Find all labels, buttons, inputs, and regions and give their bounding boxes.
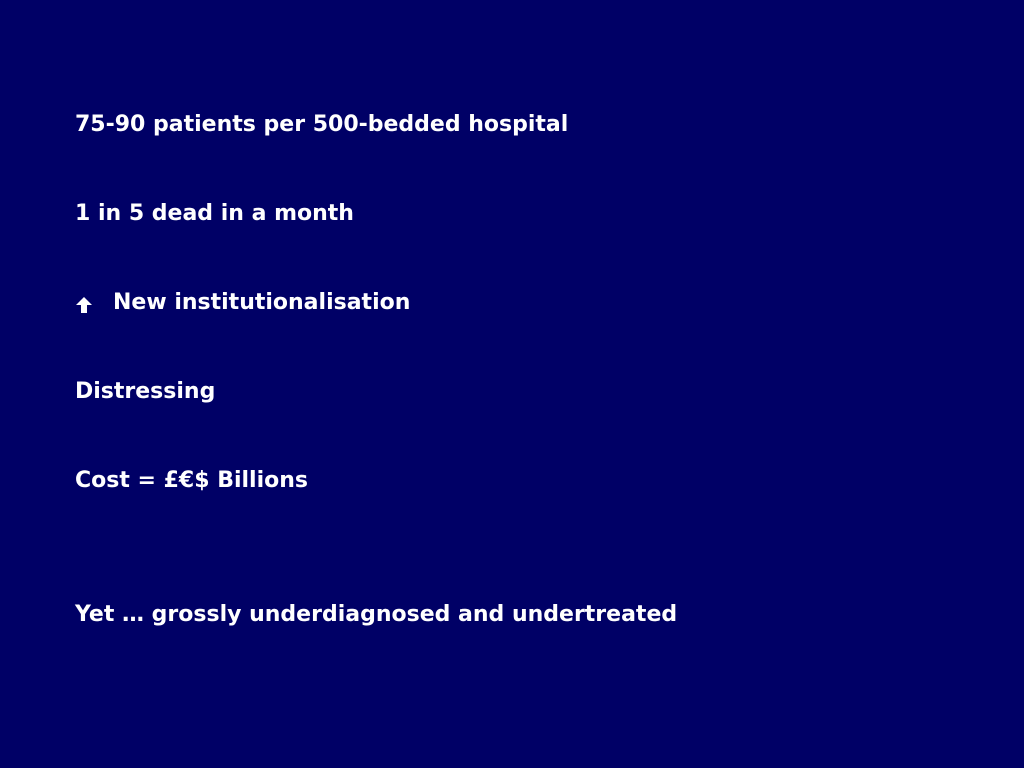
underdiagnosed-text: Yet … grossly underdiagnosed and undertreated [75, 602, 678, 627]
cost-text: Cost = £€$ Billions [75, 468, 309, 493]
up-arrow-icon [75, 294, 93, 312]
patients-per-hospital-text: 75-90 patients per 500-bedded hospital [75, 112, 569, 137]
distressing-text: Distressing [75, 379, 216, 404]
institutionalisation-line [75, 289, 410, 317]
institutionalisation-text: New institutionalisation [113, 290, 411, 315]
mortality-text: 1 in 5 dead in a month [75, 201, 354, 226]
